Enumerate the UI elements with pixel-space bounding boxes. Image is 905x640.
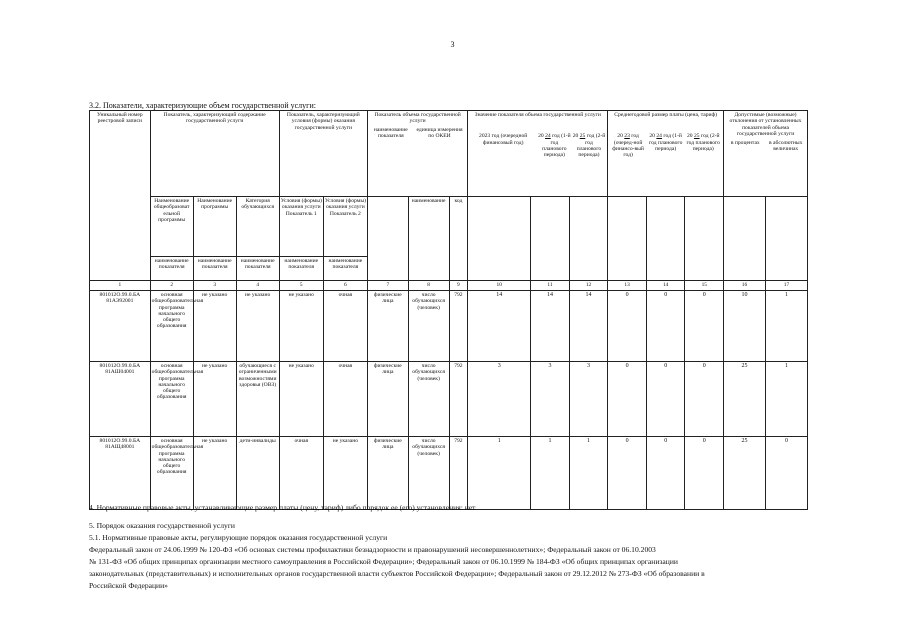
cell-cond1: не указано — [279, 362, 323, 437]
cell-value-2: 14 — [531, 291, 570, 362]
cell-fee-1: 0 — [608, 362, 647, 437]
header-values-group — [468, 111, 608, 197]
law-line-2: № 131-ФЗ «Об общих принципах организации местного самоуправления в Российской Федерации»; Федеральный закон от 06.10.1999 № 184-ФЗ «Об общих принципах организации — [89, 557, 678, 566]
cell-indicator: физические лица — [367, 291, 408, 362]
cell-category: обучающиеся с ограниченными возможностями здоровья (ОВЗ) — [236, 362, 279, 437]
column-number: 16 — [724, 281, 766, 291]
header-d2-empty — [765, 197, 807, 281]
cell-fee-2: 0 — [646, 362, 685, 437]
cell-unit: число обучающихся (человек) — [408, 362, 449, 437]
cell-deviation-percent: 25 — [724, 437, 766, 510]
column-number: 15 — [685, 281, 724, 291]
column-number: 17 — [765, 281, 807, 291]
cell-fee-3: 0 — [685, 437, 724, 510]
header-c5b: наименование показателя — [323, 257, 367, 281]
column-number: 3 — [193, 281, 236, 291]
cell-id: 801012О.99.0.БА 81АЩ48001 — [90, 437, 151, 510]
table-row — [90, 291, 808, 362]
header-f1-empty — [608, 197, 647, 281]
header-fee-year-1: 20 23 год (очеред-ной финансо-вый год) — [612, 133, 644, 158]
column-number: 9 — [449, 281, 468, 291]
cell-value-1: 1 — [468, 437, 531, 510]
header-volume-empty — [367, 197, 408, 281]
header-c1b: наименование показателя — [150, 257, 193, 281]
header-year-3: 20 25 год (2-й год планового периода) — [572, 133, 606, 158]
header-row-1 — [90, 111, 808, 197]
cell-fee-3: 0 — [685, 362, 724, 437]
header-volume-name: наименование показателя — [373, 126, 408, 139]
cell-code: 792 — [449, 362, 468, 437]
header-unit-name: наименование — [408, 197, 449, 281]
cell-cond1: очная — [279, 437, 323, 510]
header-fee-group — [608, 111, 724, 197]
section-title: 3.2. Показатели, характеризующие объем государственной услуги: — [89, 101, 316, 110]
header-volume-group — [367, 111, 467, 197]
header-c5: Условия (формы) оказания услуги Показатель 2 — [323, 197, 367, 257]
header-year-2: 20 24 год (1-й год планового периода) — [538, 133, 571, 158]
cell-deviation-percent: 25 — [724, 362, 766, 437]
cell-fee-1: 0 — [608, 437, 647, 510]
header-content-group: Показатель, характеризующий содержание государственной услуги — [150, 111, 279, 197]
header-c2b: наименование показателя — [193, 257, 236, 281]
column-number: 5 — [279, 281, 323, 291]
column-number: 2 — [150, 281, 193, 291]
header-c2: Наименование программы — [193, 197, 236, 257]
cell-prog-name: не указано — [193, 291, 236, 362]
cell-cond1: не указано — [279, 291, 323, 362]
header-fee-year-2: 20 24 год (1-й год планового периода) — [648, 133, 683, 152]
header-c4b: наименование показателя — [279, 257, 323, 281]
header-c1: Наименование общеобразоват ельной программы — [150, 197, 193, 257]
cell-fee-2: 0 — [646, 437, 685, 510]
cell-cond2: не указано — [323, 437, 367, 510]
header-v1-empty — [468, 197, 531, 281]
law-line-1: Федеральный закон от 24.06.1999 № 120-ФЗ «Об основах системы профилактики безнадзорности и правонарушений несовершеннолетних»; Федеральный закон от 06.10.2003 — [89, 545, 656, 554]
cell-fee-3: 0 — [685, 291, 724, 362]
header-v3-empty — [569, 197, 608, 281]
volume-indicators-table — [89, 110, 808, 510]
header-conditions-group: Показатель, характеризующий условия (формы) оказания государственной услуги — [279, 111, 367, 197]
header-fee-title: Среднегодовой размер платы (цена, тариф) — [614, 112, 718, 118]
column-number: 7 — [367, 281, 408, 291]
header-deviation-abs: в абсолютных величинах — [769, 140, 803, 153]
header-c3b: наименование показателя — [236, 257, 279, 281]
column-number: 13 — [608, 281, 647, 291]
cell-value-2: 1 — [531, 437, 570, 510]
cell-indicator: физические лица — [367, 362, 408, 437]
cell-value-1: 14 — [468, 291, 531, 362]
cell-value-2: 3 — [531, 362, 570, 437]
header-fee-year-3: 20 25 год (2-й год планового периода) — [686, 133, 720, 152]
header-volume-title: Показатель объема государственной услуги — [374, 112, 461, 125]
cell-unit: число обучающихся (человек) — [408, 437, 449, 510]
law-line-3: законодательных (представительных) и исполнительных органов государственной власти субъектов Российской Федерации»; Федеральный закон от 29.12.2012 № 273-ФЗ «Об образовании в — [89, 569, 705, 578]
cell-deviation-abs: 1 — [765, 362, 807, 437]
header-deviation-title: Допустимые (возможные) отклонения от установленных показателей объема государственной услуги — [729, 112, 802, 137]
header-c4: Условия (формы) оказания услуги Показатель 1 — [279, 197, 323, 257]
header-values-title: Значение показателя объема государственной услуги — [474, 112, 601, 118]
paragraph-4: 4. Нормативные правовые акты, устанавливающие размер платы (цену, тариф) либо порядок ее (его) установления: нет — [89, 503, 476, 512]
cell-program: основная общеобразовательная программа начального общего образования — [150, 437, 193, 510]
header-v2-empty — [531, 197, 570, 281]
cell-id: 801012О.99.0.БА 81АЭ92001 — [90, 291, 151, 362]
cell-unit: число обучающихся (человек) — [408, 291, 449, 362]
header-year-1: 2023 год (очередной финансовый год) — [479, 133, 528, 146]
column-number: 4 — [236, 281, 279, 291]
cell-program: основная общеобразовательная программа начального общего образования — [150, 362, 193, 437]
column-number: 12 — [569, 281, 608, 291]
cell-program: основная общеобразовательная программа начального общего образования — [150, 291, 193, 362]
header-d1-empty — [724, 197, 766, 281]
cell-deviation-abs: 0 — [765, 437, 807, 510]
column-number: 1 — [90, 281, 151, 291]
cell-value-1: 3 — [468, 362, 531, 437]
cell-cond2: очная — [323, 291, 367, 362]
cell-id: 801012О.99.0.БА 81АШ04001 — [90, 362, 151, 437]
header-f3-empty — [685, 197, 724, 281]
column-number: 8 — [408, 281, 449, 291]
cell-value-3: 1 — [569, 437, 608, 510]
header-c3: Категория обучающихся — [236, 197, 279, 257]
cell-value-3: 3 — [569, 362, 608, 437]
column-numbers-row — [90, 281, 808, 291]
header-unique-number: Уникальный номер реестровой записи — [90, 111, 151, 281]
cell-fee-1: 0 — [608, 291, 647, 362]
cell-code: 792 — [449, 291, 468, 362]
cell-deviation-percent: 10 — [724, 291, 766, 362]
paragraph-5: 5. Порядок оказания государственной услуги — [89, 521, 235, 530]
header-row-2 — [90, 197, 808, 257]
header-deviation-percent: в процентах — [730, 140, 760, 146]
header-unit-code: код — [449, 197, 468, 281]
cell-indicator: физические лица — [367, 437, 408, 510]
page-number: 3 — [450, 40, 455, 49]
cell-value-3: 14 — [569, 291, 608, 362]
cell-prog-name: не указано — [193, 362, 236, 437]
cell-prog-name: не указано — [193, 437, 236, 510]
cell-code: 792 — [449, 437, 468, 510]
law-line-4: Российской Федерации» — [89, 581, 168, 590]
cell-category: дети-инвалиды — [236, 437, 279, 510]
cell-category: не указано — [236, 291, 279, 362]
paragraph-5-1: 5.1. Нормативные правовые акты, регулирующие порядок оказания государственной услуги — [89, 533, 388, 542]
cell-cond2: очная — [323, 362, 367, 437]
column-number: 14 — [646, 281, 685, 291]
cell-deviation-abs: 1 — [765, 291, 807, 362]
header-f2-empty — [646, 197, 685, 281]
column-number: 11 — [531, 281, 570, 291]
header-unit-group: единица измерения по ОКЕИ — [416, 126, 463, 139]
table-row — [90, 362, 808, 437]
column-number: 10 — [468, 281, 531, 291]
header-deviation-group — [724, 111, 808, 197]
cell-fee-2: 0 — [646, 291, 685, 362]
table-row — [90, 437, 808, 510]
column-number: 6 — [323, 281, 367, 291]
